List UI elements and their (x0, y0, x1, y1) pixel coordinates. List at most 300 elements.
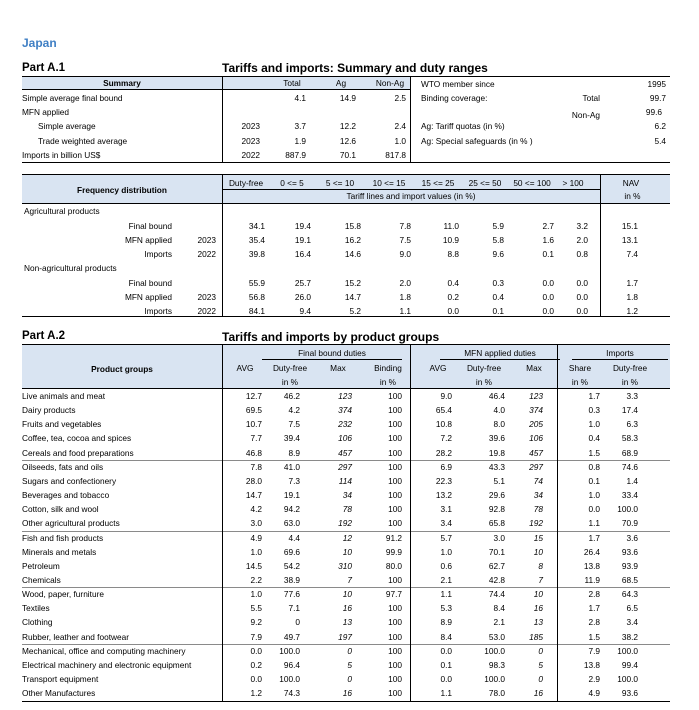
mfn-cell: 3.1 (440, 504, 452, 514)
final-bound-cell: 100 (388, 462, 402, 472)
final-bound-cell: 100 (388, 660, 402, 670)
final-bound-cell: 34 (342, 490, 352, 500)
freq-row-year: 2023 (197, 292, 216, 302)
mfn-cell: 10.8 (435, 419, 452, 429)
final-bound-cell: 1.0 (250, 547, 262, 557)
freq-cell: 25.7 (294, 278, 311, 288)
summary-col-total: Total (283, 78, 301, 88)
final-bound-cell: 100 (388, 632, 402, 642)
final-bound-cell: 7.5 (288, 419, 300, 429)
mfn-cell: 5.1 (493, 476, 505, 486)
final-bound-cell: 0.2 (250, 660, 262, 670)
final-bound-cell: 4.2 (250, 504, 262, 514)
product-group-separator (22, 644, 670, 645)
freq-col-header: NAV (622, 178, 640, 188)
freq-cell: 15.1 (621, 221, 638, 231)
mfn-cell: 74 (533, 476, 543, 486)
mfn-cell: 6.9 (440, 462, 452, 472)
final-bound-cell: 7.3 (288, 476, 300, 486)
freq-cell: 39.8 (248, 249, 265, 259)
freq-cell: 16.4 (294, 249, 311, 259)
imports-cell: 1.1 (588, 518, 600, 528)
final-bound-cell: 192 (338, 518, 352, 528)
final-bound-cell: 7.8 (250, 462, 262, 472)
freq-cell: 11.0 (443, 221, 459, 231)
final-bound-cell: 12 (342, 533, 352, 543)
product-group-name: Oilseeds, fats and oils (22, 462, 104, 472)
summary-row-nonag: 2.5 (394, 93, 406, 103)
final-bound-cell: 0 (295, 617, 300, 627)
imports-cell: 0.1 (588, 476, 600, 486)
imports-cell: 100.0 (617, 504, 638, 514)
mfn-cell: 34 (533, 490, 543, 500)
freq-cell: 0.2 (447, 292, 459, 302)
freq-cell: 0.1 (542, 249, 554, 259)
mfn-cell: 62.7 (488, 561, 505, 571)
final-bound-cell: 99.9 (385, 547, 402, 557)
mfn-cell: 19.8 (488, 448, 505, 458)
final-bound-cell: 100 (388, 476, 402, 486)
imports-cell: 2.9 (588, 674, 600, 684)
imports-cell: 3.3 (626, 391, 638, 401)
final-bound-cell: 2.2 (250, 575, 262, 585)
mfn-cell: 13.2 (435, 490, 452, 500)
mfn-cell: 43.3 (488, 462, 505, 472)
final-bound-cell: 1.0 (250, 589, 262, 599)
freq-cell: 8.8 (447, 249, 459, 259)
final-bound-cell: 100 (388, 448, 402, 458)
imports-cell: 1.5 (588, 448, 600, 458)
freq-cell: 1.8 (399, 292, 411, 302)
a2-vline-c (557, 345, 558, 701)
mfn-cell: 39.6 (488, 433, 505, 443)
freq-cell: 1.1 (399, 306, 411, 316)
summary-row-ag: 12.6 (339, 136, 356, 146)
summary-bottom-rule (22, 162, 670, 163)
freq-cell: 84.1 (248, 306, 265, 316)
summary-row-ag: 12.2 (339, 121, 356, 131)
product-group-separator (22, 587, 670, 588)
mfn-cell: 123 (529, 391, 543, 401)
imports-cell: 0.8 (588, 462, 600, 472)
final-bound-cell: 0.0 (250, 674, 262, 684)
final-bound-cell: 100 (388, 617, 402, 627)
mfn-cell: 92.8 (488, 504, 505, 514)
freq-cell: 14.6 (344, 249, 361, 259)
final-bound-cell: 123 (338, 391, 352, 401)
summary-header: Summary (103, 78, 141, 88)
imports-cell: 1.0 (588, 490, 600, 500)
freq-cell: 1.2 (626, 306, 638, 316)
mfn-cell: 4.0 (493, 405, 505, 415)
imports-cell: 58.3 (621, 433, 638, 443)
a2-header-rule (22, 388, 670, 389)
a2-col-fb-binding-unit: in % (379, 377, 397, 387)
a2-col-imp-dutyfree-unit: in % (621, 377, 639, 387)
final-bound-cell: 3.0 (250, 518, 262, 528)
imports-cell: 13.8 (583, 660, 600, 670)
final-bound-cell: 63.0 (283, 518, 300, 528)
freq-row-label: Final bound (128, 221, 172, 231)
final-bound-cell: 16 (342, 603, 352, 613)
freq-row-year: 2022 (197, 249, 216, 259)
final-bound-cell: 96.4 (283, 660, 300, 670)
binding-coverage-label: Binding coverage: (421, 93, 488, 103)
final-bound-cell: 69.5 (245, 405, 262, 415)
freq-cell: 56.8 (248, 292, 265, 302)
mfn-cell: 205 (529, 419, 543, 429)
imports-cell: 1.4 (626, 476, 638, 486)
imports-cell: 64.3 (621, 589, 638, 599)
final-bound-cell: 197 (338, 632, 352, 642)
freq-cell: 9.6 (492, 249, 504, 259)
final-bound-cell: 5.5 (250, 603, 262, 613)
mfn-cell: 16 (533, 603, 543, 613)
binding-total-label: Total (582, 93, 600, 103)
mfn-cell: 78 (533, 504, 543, 514)
final-bound-cell: 91.2 (385, 533, 402, 543)
final-bound-cell: 39.4 (283, 433, 300, 443)
imports-cell: 93.6 (621, 688, 638, 698)
final-bound-cell: 232 (338, 419, 352, 429)
summary-col-ag: Ag (335, 78, 347, 88)
freq-cell: 35.4 (248, 235, 265, 245)
summary-row-year: 2023 (241, 136, 260, 146)
summary-row-nonag: 2.4 (394, 121, 406, 131)
tariff-quota-value: 6.2 (654, 121, 666, 131)
a2-col-fb-dutyfree: Duty-free (272, 363, 308, 373)
a2-col-fb-avg: AVG (236, 363, 254, 373)
product-group-name: Transport equipment (22, 674, 99, 684)
freq-cell: 2.0 (576, 235, 588, 245)
mfn-cell: 2.1 (440, 575, 452, 585)
product-group-name: Minerals and metals (22, 547, 97, 557)
a2-group-mfn: MFN applied duties (464, 348, 536, 358)
final-bound-cell: 38.9 (283, 575, 300, 585)
mfn-cell: 192 (529, 518, 543, 528)
final-bound-cell: 100 (388, 433, 402, 443)
imports-cell: 33.4 (621, 490, 638, 500)
final-bound-cell: 100.0 (279, 646, 300, 656)
freq-cell: 5.2 (349, 306, 361, 316)
summary-row-total: 1.9 (294, 136, 306, 146)
summary-row-total: 4.1 (294, 93, 306, 103)
freq-cell: 0.0 (576, 278, 588, 288)
freq-group-label: Agricultural products (24, 206, 100, 216)
final-bound-cell: 100 (388, 504, 402, 514)
mfn-cell: 5.3 (440, 603, 452, 613)
a2-col-mfn-dutyfree: Duty-free (466, 363, 502, 373)
freq-col-header: 25 <= 50 (468, 178, 502, 188)
imports-cell: 68.5 (621, 575, 638, 585)
mfn-cell: 0.0 (440, 674, 452, 684)
freq-row-year: 2022 (197, 306, 216, 316)
final-bound-cell: 310 (338, 561, 352, 571)
summary-row-label: Simple average final bound (22, 93, 123, 103)
a2-mfn-underline (440, 359, 560, 360)
final-bound-cell: 97.7 (385, 589, 402, 599)
final-bound-cell: 7 (347, 575, 352, 585)
freq-cell: 7.4 (626, 249, 638, 259)
final-bound-cell: 54.2 (283, 561, 300, 571)
freq-col-header: > 100 (562, 178, 584, 188)
mfn-cell: 100.0 (484, 674, 505, 684)
a2-col-mfn-avg: AVG (429, 363, 447, 373)
freq-cell: 0.0 (542, 306, 554, 316)
final-bound-cell: 19.1 (283, 490, 300, 500)
a2-col-imp-share-unit: in % (571, 377, 589, 387)
freq-cell: 1.8 (626, 292, 638, 302)
mfn-cell: 185 (529, 632, 543, 642)
summary-row-label: Trade weighted average (38, 136, 128, 146)
freq-cell: 55.9 (248, 278, 265, 288)
summary-header-rule (22, 89, 410, 90)
a2-vline-b (410, 345, 411, 701)
freq-cell: 13.1 (621, 235, 638, 245)
mfn-cell: 374 (529, 405, 543, 415)
freq-col-header: 5 <= 10 (325, 178, 355, 188)
freq-cell: 0.0 (542, 292, 554, 302)
freq-cell: 2.7 (542, 221, 554, 231)
freq-nav-unit: in % (624, 191, 641, 201)
product-group-name: Clothing (22, 617, 53, 627)
summary-row-nonag: 1.0 (394, 136, 406, 146)
special-safeguards-value: 5.4 (654, 136, 666, 146)
final-bound-cell: 8.9 (288, 448, 300, 458)
freq-cell: 0.8 (576, 249, 588, 259)
final-bound-cell: 100 (388, 646, 402, 656)
final-bound-cell: 46.8 (245, 448, 262, 458)
product-group-name: Other Manufactures (22, 688, 96, 698)
summary-row-label: Simple average (38, 121, 96, 131)
mfn-cell: 7 (538, 575, 543, 585)
freq-cell: 0.0 (576, 306, 588, 316)
final-bound-cell: 77.6 (283, 589, 300, 599)
mfn-cell: 53.0 (488, 632, 505, 642)
final-bound-cell: 374 (338, 405, 352, 415)
summary-row-ag: 70.1 (339, 150, 356, 160)
part-a2-label: Part A.2 (22, 330, 66, 342)
freq-col-header: 10 <= 15 (372, 178, 406, 188)
product-group-separator (22, 460, 670, 461)
freq-col-header: Duty-free (228, 178, 264, 188)
freq-header-rule (22, 203, 670, 204)
freq-cell: 7.5 (399, 235, 411, 245)
final-bound-cell: 78 (342, 504, 352, 514)
mfn-cell: 46.4 (488, 391, 505, 401)
mfn-cell: 3.4 (440, 518, 452, 528)
mfn-cell: 0 (538, 646, 543, 656)
product-group-name: Dairy products (22, 405, 76, 415)
final-bound-cell: 7.7 (250, 433, 262, 443)
product-group-name: Textiles (22, 603, 50, 613)
mfn-cell: 8.4 (440, 632, 452, 642)
final-bound-cell: 7.9 (250, 632, 262, 642)
freq-col-header: 50 <= 100 (513, 178, 551, 188)
freq-row-label: MFN applied (124, 235, 172, 245)
freq-cell: 0.4 (492, 292, 504, 302)
freq-cell: 14.7 (344, 292, 361, 302)
a2-imports-underline (572, 359, 668, 360)
final-bound-cell: 12.7 (245, 391, 262, 401)
imports-cell: 6.3 (626, 419, 638, 429)
final-bound-cell: 14.7 (245, 490, 262, 500)
imports-cell: 0.3 (588, 405, 600, 415)
imports-cell: 3.4 (626, 617, 638, 627)
final-bound-cell: 0 (347, 646, 352, 656)
imports-cell: 13.8 (583, 561, 600, 571)
final-bound-cell: 100 (388, 575, 402, 585)
product-group-name: Chemicals (22, 575, 61, 585)
mfn-cell: 22.3 (435, 476, 452, 486)
wto-member-value: 1995 (647, 79, 666, 89)
product-group-name: Mechanical, office and computing machinery (22, 646, 186, 656)
freq-col-header: 15 <= 25 (421, 178, 455, 188)
binding-total-value: 99.7 (649, 93, 666, 103)
a2-col-fb-inpct: in % (281, 377, 299, 387)
final-bound-cell: 5 (347, 660, 352, 670)
mfn-cell: 1.0 (440, 547, 452, 557)
final-bound-cell: 100 (388, 391, 402, 401)
freq-cell: 0.3 (492, 278, 504, 288)
final-bound-cell: 297 (338, 462, 352, 472)
product-group-name: Rubber, leather and footwear (22, 632, 130, 642)
freq-cell: 0.0 (576, 292, 588, 302)
imports-cell: 26.4 (583, 547, 600, 557)
freq-row-year: 2023 (197, 235, 216, 245)
freq-row-label: Imports (144, 306, 172, 316)
final-bound-cell: 100 (388, 490, 402, 500)
product-group-name: Fruits and vegetables (22, 419, 102, 429)
imports-cell: 1.7 (588, 533, 600, 543)
imports-cell: 1.0 (588, 419, 600, 429)
mfn-cell: 3.0 (493, 533, 505, 543)
mfn-cell: 15 (533, 533, 543, 543)
part-a1-title: Tariffs and imports: Summary and duty ranges (222, 61, 488, 75)
mfn-cell: 7.2 (440, 433, 452, 443)
freq-cell: 0.4 (447, 278, 459, 288)
freq-cell: 26.0 (294, 292, 311, 302)
mfn-cell: 1.1 (440, 589, 452, 599)
freq-header: Frequency distribution (77, 185, 167, 195)
imports-cell: 93.6 (621, 547, 638, 557)
imports-cell: 7.9 (588, 646, 600, 656)
mfn-cell: 8.9 (440, 617, 452, 627)
product-group-name: Cereals and food preparations (22, 448, 134, 458)
freq-cell: 34.1 (248, 221, 265, 231)
a2-group-final: Final bound duties (298, 348, 366, 358)
final-bound-cell: 10 (342, 589, 352, 599)
final-bound-cell: 16 (342, 688, 352, 698)
a2-col-imp-share: Share (568, 363, 592, 373)
freq-header-mid-rule (222, 189, 600, 190)
final-bound-cell: 0 (347, 674, 352, 684)
product-group-name: Beverages and tobacco (22, 490, 110, 500)
a2-group-imports: Imports (606, 348, 634, 358)
freq-row-label: Final bound (128, 278, 172, 288)
final-bound-cell: 74.3 (283, 688, 300, 698)
final-bound-cell: 100 (388, 688, 402, 698)
final-bound-cell: 1.2 (250, 688, 262, 698)
mfn-cell: 65.4 (435, 405, 452, 415)
a2-vline-a (222, 345, 223, 701)
mfn-cell: 297 (529, 462, 543, 472)
freq-cell: 15.8 (344, 221, 361, 231)
special-safeguards-label: Ag: Special safeguards (in % ) (421, 136, 533, 146)
summary-row-nonag: 817.8 (385, 150, 406, 160)
mfn-cell: 28.2 (435, 448, 452, 458)
freq-cell: 1.6 (542, 235, 554, 245)
product-group-name: Sugars and confectionery (22, 476, 117, 486)
mfn-cell: 0.6 (440, 561, 452, 571)
imports-cell: 38.2 (621, 632, 638, 642)
imports-cell: 3.6 (626, 533, 638, 543)
summary-col-nonag: Non-Ag (375, 78, 405, 88)
binding-nonag-value: 99.6 (645, 107, 662, 117)
freq-cell: 0.0 (447, 306, 459, 316)
part-a2-title: Tariffs and imports by product groups (222, 330, 440, 344)
freq-cell: 5.9 (492, 221, 504, 231)
mfn-cell: 29.6 (488, 490, 505, 500)
mfn-cell: 5.7 (440, 533, 452, 543)
product-group-name: Cotton, silk and wool (22, 504, 99, 514)
part-a1-label: Part A.1 (22, 62, 66, 74)
product-group-separator (22, 531, 670, 532)
freq-vline-a (222, 175, 223, 317)
final-bound-cell: 457 (338, 448, 352, 458)
final-bound-cell: 69.6 (283, 547, 300, 557)
imports-cell: 1.7 (588, 603, 600, 613)
mfn-cell: 5 (538, 660, 543, 670)
freq-cell: 19.4 (294, 221, 311, 231)
a2-col-fb-max: Max (330, 363, 346, 373)
a2-col-fb-binding: Binding (374, 363, 402, 373)
a2-col-mfn-inpct: in % (475, 377, 493, 387)
final-bound-cell: 4.4 (288, 533, 300, 543)
final-bound-cell: 13 (342, 617, 352, 627)
imports-cell: 93.9 (621, 561, 638, 571)
imports-cell: 99.4 (621, 660, 638, 670)
freq-cell: 5.8 (492, 235, 504, 245)
mfn-cell: 13 (533, 617, 543, 627)
mfn-cell: 74.4 (488, 589, 505, 599)
imports-cell: 2.8 (588, 589, 600, 599)
summary-row-year: 2023 (241, 121, 260, 131)
mfn-cell: 9.0 (440, 391, 452, 401)
imports-cell: 2.8 (588, 617, 600, 627)
mfn-cell: 0.1 (440, 660, 452, 670)
final-bound-cell: 28.0 (245, 476, 262, 486)
a2-product-header: Product groups (91, 364, 153, 374)
imports-cell: 4.9 (588, 688, 600, 698)
final-bound-cell: 100 (388, 603, 402, 613)
mfn-cell: 0 (538, 674, 543, 684)
freq-cell: 16.2 (344, 235, 361, 245)
freq-cell: 2.0 (399, 278, 411, 288)
freq-col-header: 0 <= 5 (280, 178, 304, 188)
product-group-name: Coffee, tea, cocoa and spices (22, 433, 132, 443)
summary-row-label: Imports in billion US$ (22, 150, 101, 160)
summary-row-year: 2022 (241, 150, 260, 160)
final-bound-cell: 4.2 (288, 405, 300, 415)
mfn-cell: 1.1 (440, 688, 452, 698)
product-group-name: Electrical machinery and electronic equipment (22, 660, 192, 670)
product-group-name: Other agricultural products (22, 518, 120, 528)
freq-cell: 15.2 (344, 278, 361, 288)
summary-right-vline (410, 77, 411, 163)
imports-cell: 11.9 (584, 575, 600, 585)
summary-row-total: 887.9 (285, 150, 306, 160)
